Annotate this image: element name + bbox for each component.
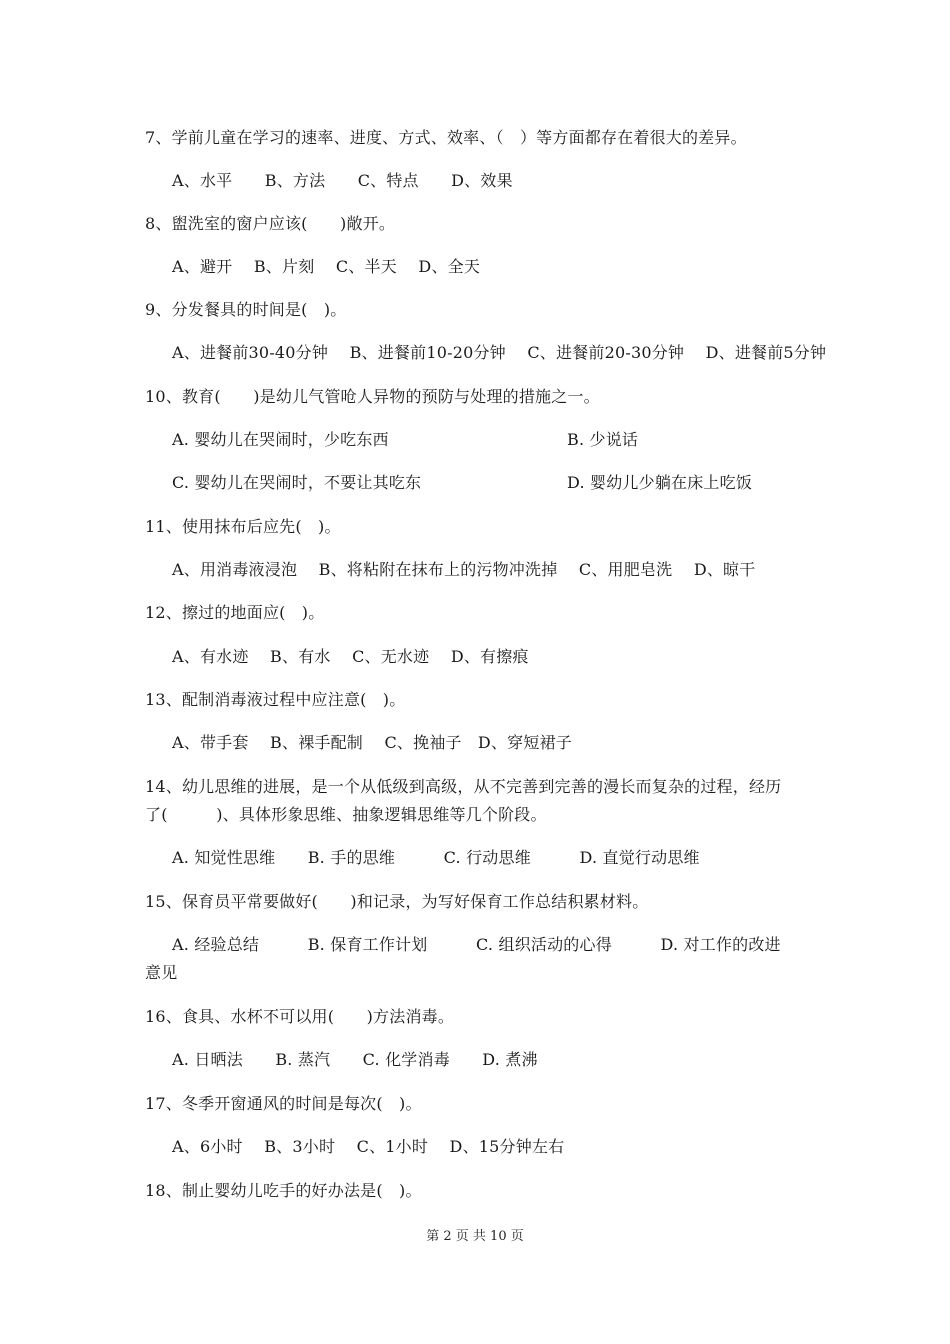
question-8-stem: 8、盥洗室的窗户应该( )敞开。 (145, 214, 396, 233)
question-14-options: A. 知觉性思维 B. 手的思维 C. 行动思维 D. 直觉行动思维 (172, 848, 700, 867)
question-10-stem: 10、教育( )是幼儿气管呛人异物的预防与处理的措施之一。 (145, 387, 600, 406)
question-14-stem-line-1: 14、幼儿思维的进展，是一个从低级到高级，从不完善到完善的漫长而复杂的过程，经历 (145, 777, 782, 796)
question-15-stem: 15、保育员平常要做好( )和记录，为写好保育工作总结积累材料。 (145, 892, 649, 911)
question-15-options-line-2: 意见 (145, 963, 178, 982)
question-17-stem: 17、冬季开窗通风的时间是每次( )。 (145, 1094, 422, 1113)
question-9-stem: 9、分发餐具的时间是( )。 (145, 300, 347, 319)
question-11-options: A、用消毒液浸泡 B、将粘附在抹布上的污物冲洗掉 C、用肥皂洗 D、晾干 (172, 560, 756, 579)
question-9-options: A、进餐前30-40分钟 B、进餐前10-20分钟 C、进餐前20-30分钟 D、进餐前5分钟 (172, 343, 827, 362)
question-16-stem: 16、食具、水杯不可以用( )方法消毒。 (145, 1007, 455, 1026)
question-12-stem: 12、擦过的地面应( )。 (145, 603, 325, 622)
question-10-option-c: C. 婴幼儿在哭闹时，不要让其吃东 (172, 473, 422, 492)
question-13-stem: 13、配制消毒液过程中应注意( )。 (145, 690, 406, 709)
question-13-options: A、带手套 B、裸手配制 C、挽袖子 D、穿短裙子 (172, 733, 572, 752)
question-11-stem: 11、使用抹布后应先( )。 (145, 517, 341, 536)
question-7-options: A、水平 B、方法 C、特点 D、效果 (172, 171, 513, 190)
question-8-options: A、避开 B、片刻 C、半天 D、全天 (172, 257, 481, 276)
question-14-stem-line-2: 了( )、具体形象思维、抽象逻辑思维等几个阶段。 (145, 805, 547, 824)
question-17-options: A、6小时 B、3小时 C、1小时 D、15分钟左右 (172, 1137, 565, 1156)
question-10-option-a: A. 婴幼儿在哭闹时，少吃东西 (172, 430, 389, 449)
question-18-stem: 18、制止婴幼儿吃手的好办法是( )。 (145, 1181, 422, 1200)
question-15-options-line-1: A. 经验总结 B. 保育工作计划 C. 组织活动的心得 D. 对工作的改进 (172, 935, 781, 954)
page-number-footer: 第 2 页 共 10 页 (426, 1229, 524, 1244)
question-12-options: A、有水迹 B、有水 C、无水迹 D、有擦痕 (172, 647, 529, 666)
question-7-stem: 7、学前儿童在学习的速率、进度、方式、效率、（ ）等方面都存在着很大的差异。 (145, 128, 747, 147)
question-16-options: A. 日晒法 B. 蒸汽 C. 化学消毒 D. 煮沸 (172, 1050, 538, 1069)
question-10-option-b: B. 少说话 (567, 430, 639, 449)
question-10-options-row-2 (172, 472, 421, 494)
question-10-options-row-1 (172, 429, 389, 451)
question-10-option-d: D. 婴幼儿少躺在床上吃饭 (567, 473, 753, 492)
